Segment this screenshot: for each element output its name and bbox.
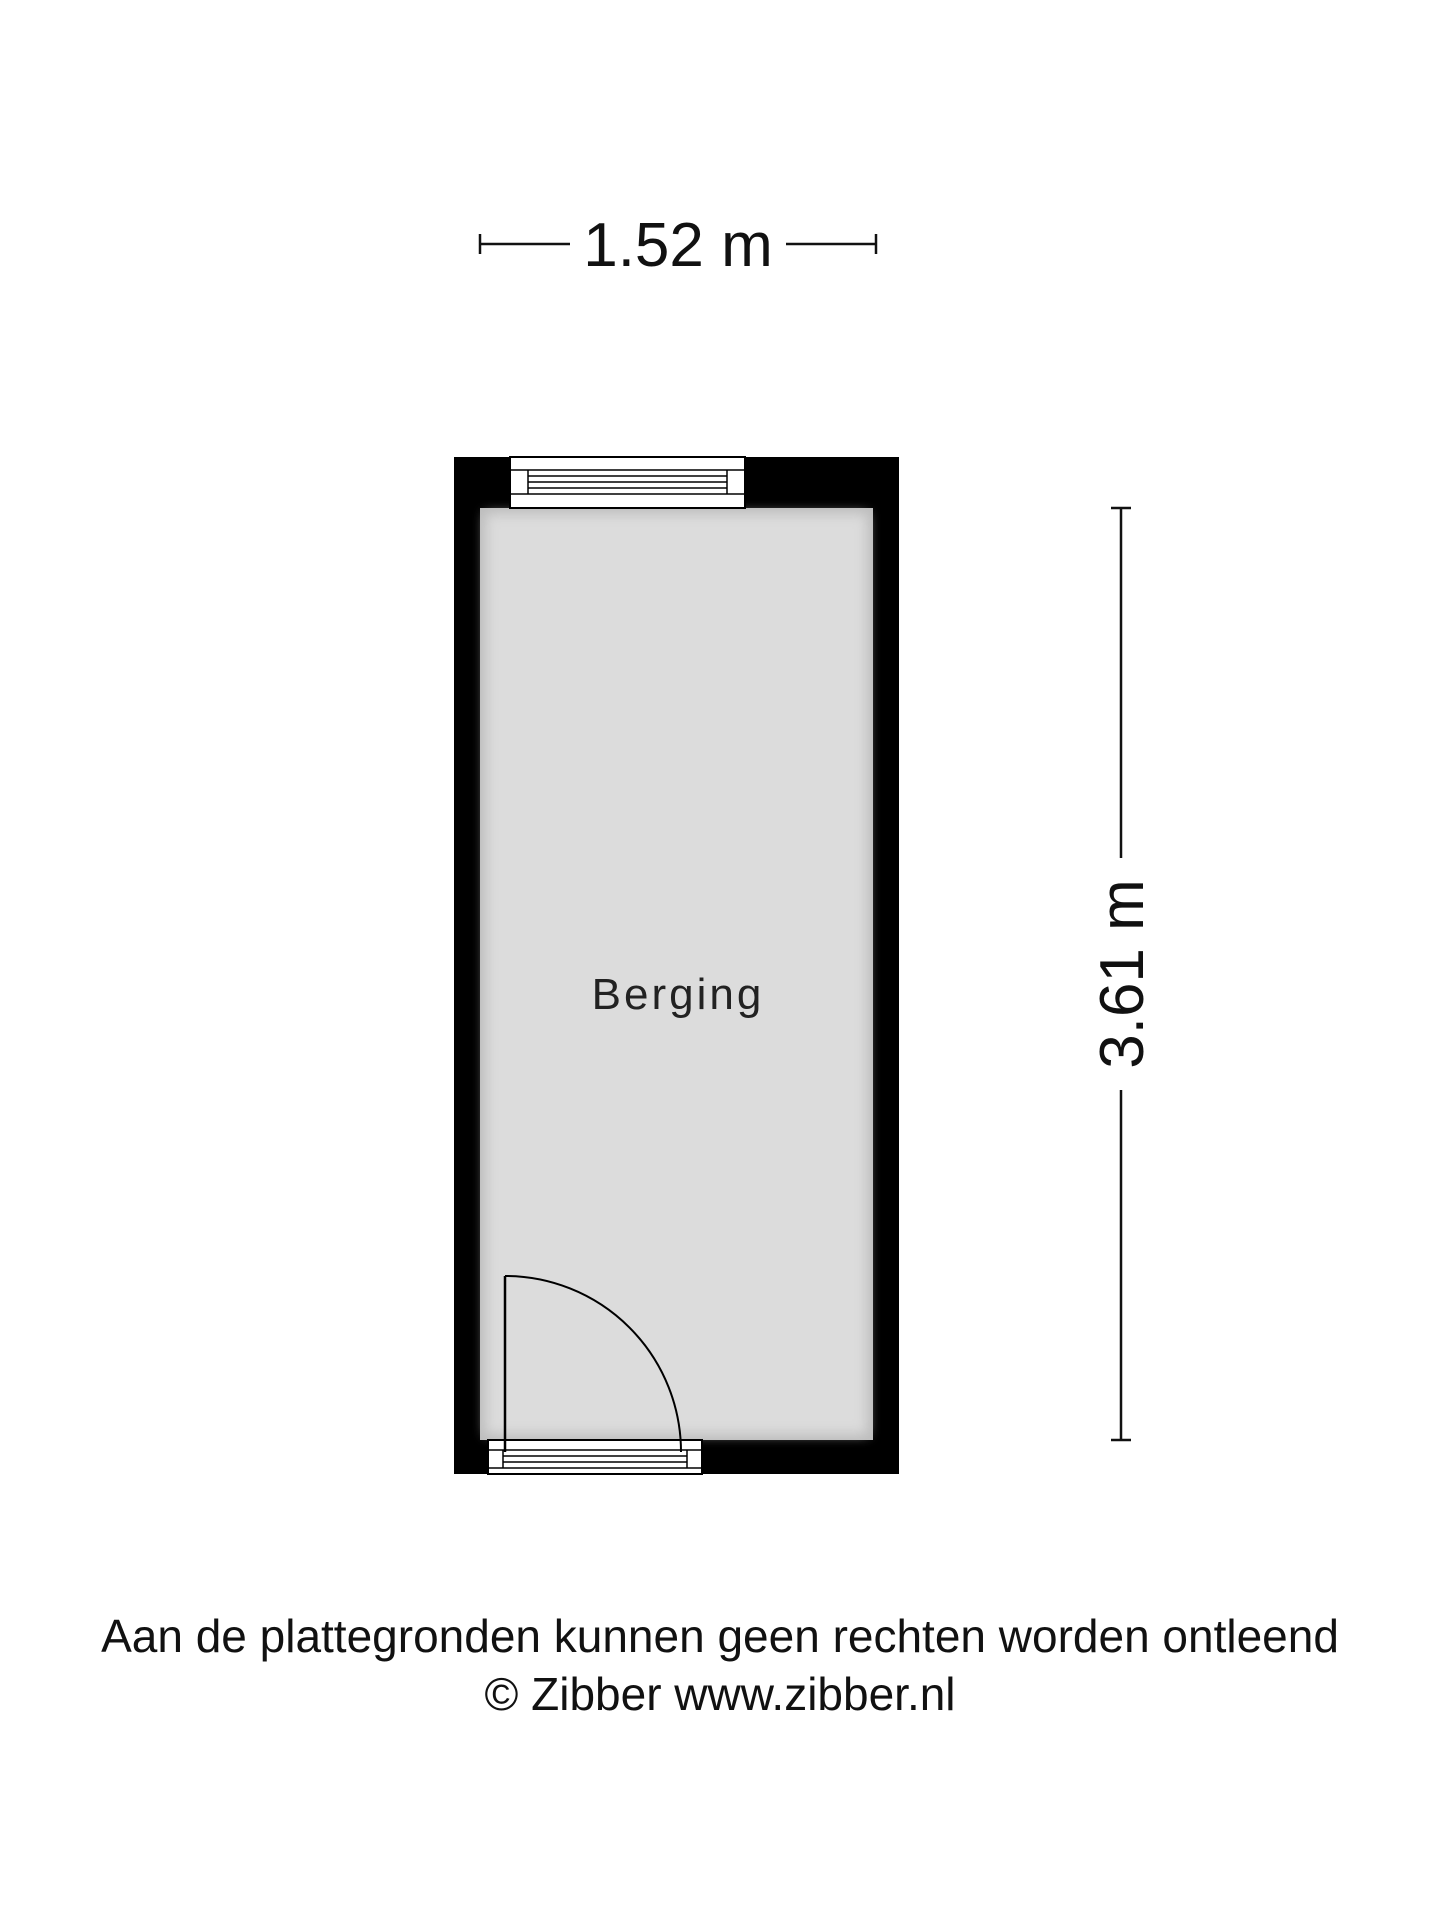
door-threshold [488,1440,702,1474]
length-dimension-label: 3.61 m [1088,879,1157,1069]
length-dimension [1088,508,1157,1440]
top-window [510,457,745,508]
width-dimension [480,211,876,280]
room-label-berging: Berging [591,970,765,1019]
disclaimer-text: Aan de plattegronden kunnen geen rechten worden ontleend [101,1610,1339,1662]
copyright-text: © Zibber www.zibber.nl [484,1668,956,1720]
width-dimension-label: 1.52 m [583,211,773,280]
